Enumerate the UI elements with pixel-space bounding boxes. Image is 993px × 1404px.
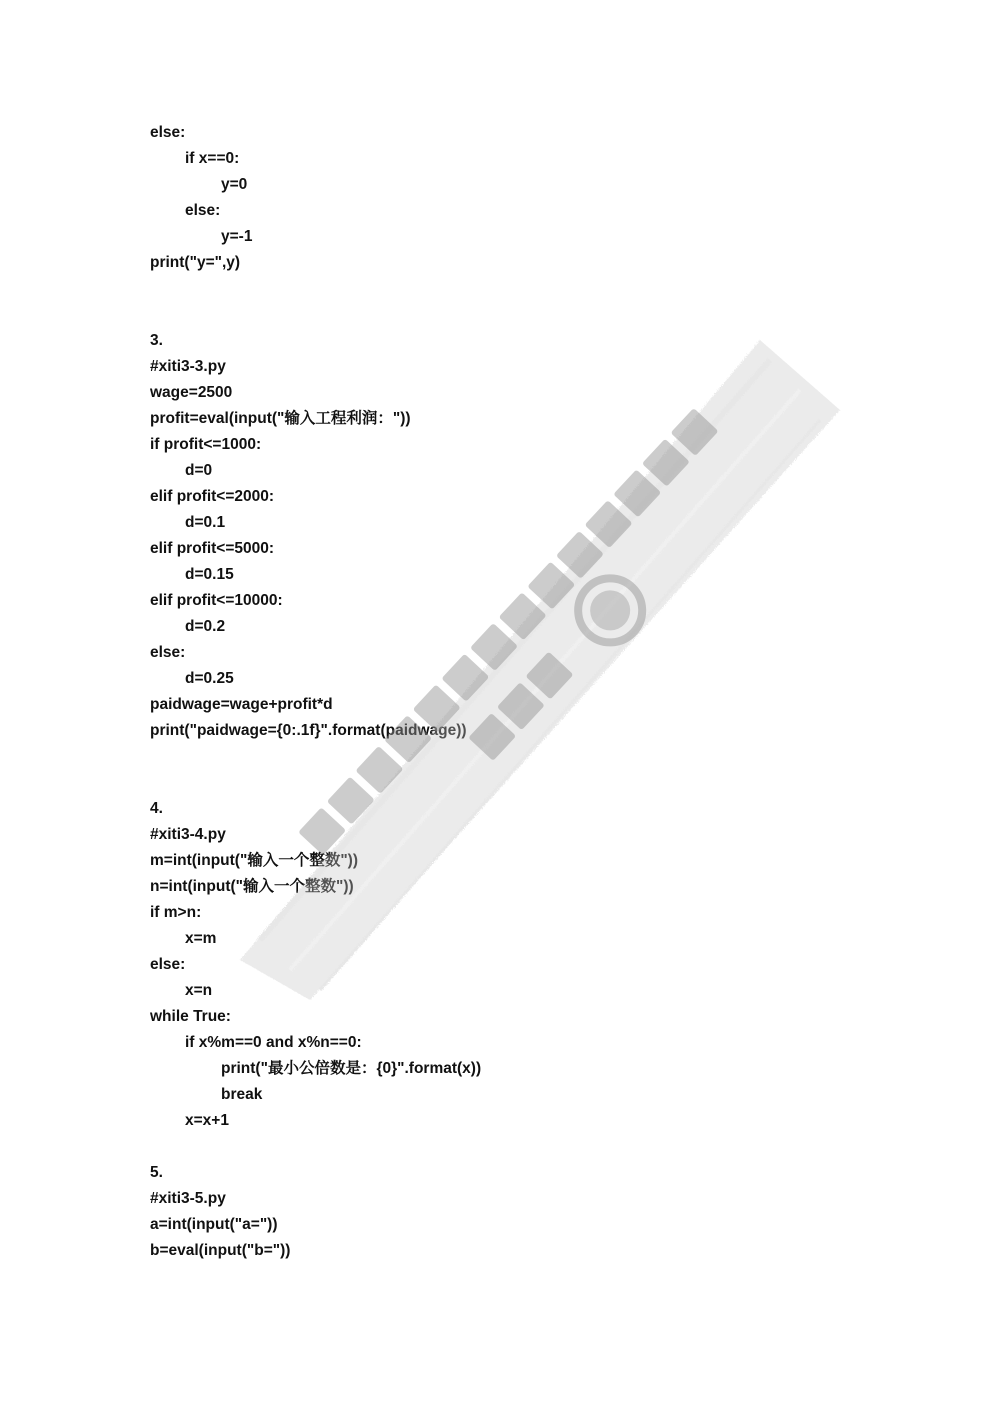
code-line: y=-1 <box>221 228 253 245</box>
code-line: b=eval(input("b=")) <box>150 1242 291 1259</box>
code-line: else: <box>150 956 186 973</box>
code-line: elif profit<=2000: <box>150 488 275 505</box>
code-line: else: <box>150 124 186 141</box>
code-line: elif profit<=5000: <box>150 540 275 557</box>
code-line: m=int(input("输入一个整数")) <box>150 852 358 869</box>
section-number: 3. <box>150 332 163 349</box>
code-line: while True: <box>150 1008 231 1025</box>
code-line: if m>n: <box>150 904 202 921</box>
code-line: else: <box>150 644 186 661</box>
code-line: else: <box>185 202 221 219</box>
code-line: d=0.25 <box>185 670 234 687</box>
code-line: x=x+1 <box>185 1112 229 1129</box>
code-line: #xiti3-3.py <box>150 358 226 375</box>
code-line: if x==0: <box>185 150 240 167</box>
code-line: d=0.1 <box>185 514 226 531</box>
code-line: d=0 <box>185 462 213 479</box>
code-line: print("最小公倍数是：{0}".format(x)) <box>221 1060 482 1077</box>
code-line: print("y=",y) <box>150 254 241 271</box>
code-line: break <box>221 1086 263 1103</box>
code-line: d=0.2 <box>185 618 226 635</box>
code-line: paidwage=wage+profit*d <box>150 696 333 713</box>
section-number: 4. <box>150 800 163 817</box>
code-line: if x%m==0 and x%n==0: <box>185 1034 362 1051</box>
code-line: #xiti3-4.py <box>150 826 226 843</box>
code-line: profit=eval(input("输入工程利润：")) <box>150 410 411 427</box>
code-line: wage=2500 <box>150 384 233 401</box>
code-line: if profit<=1000: <box>150 436 262 453</box>
code-line: n=int(input("输入一个整数")) <box>150 878 354 895</box>
code-line: print("paidwage={0:.1f}".format(paidwage)) <box>150 722 467 739</box>
code-line: #xiti3-5.py <box>150 1190 226 1207</box>
code-line: x=n <box>185 982 213 999</box>
code-line: x=m <box>185 930 217 947</box>
code-line: elif profit<=10000: <box>150 592 283 609</box>
code-line: y=0 <box>221 176 248 193</box>
code-line: d=0.15 <box>185 566 234 583</box>
code-line: a=int(input("a=")) <box>150 1216 278 1233</box>
section-number: 5. <box>150 1164 163 1181</box>
